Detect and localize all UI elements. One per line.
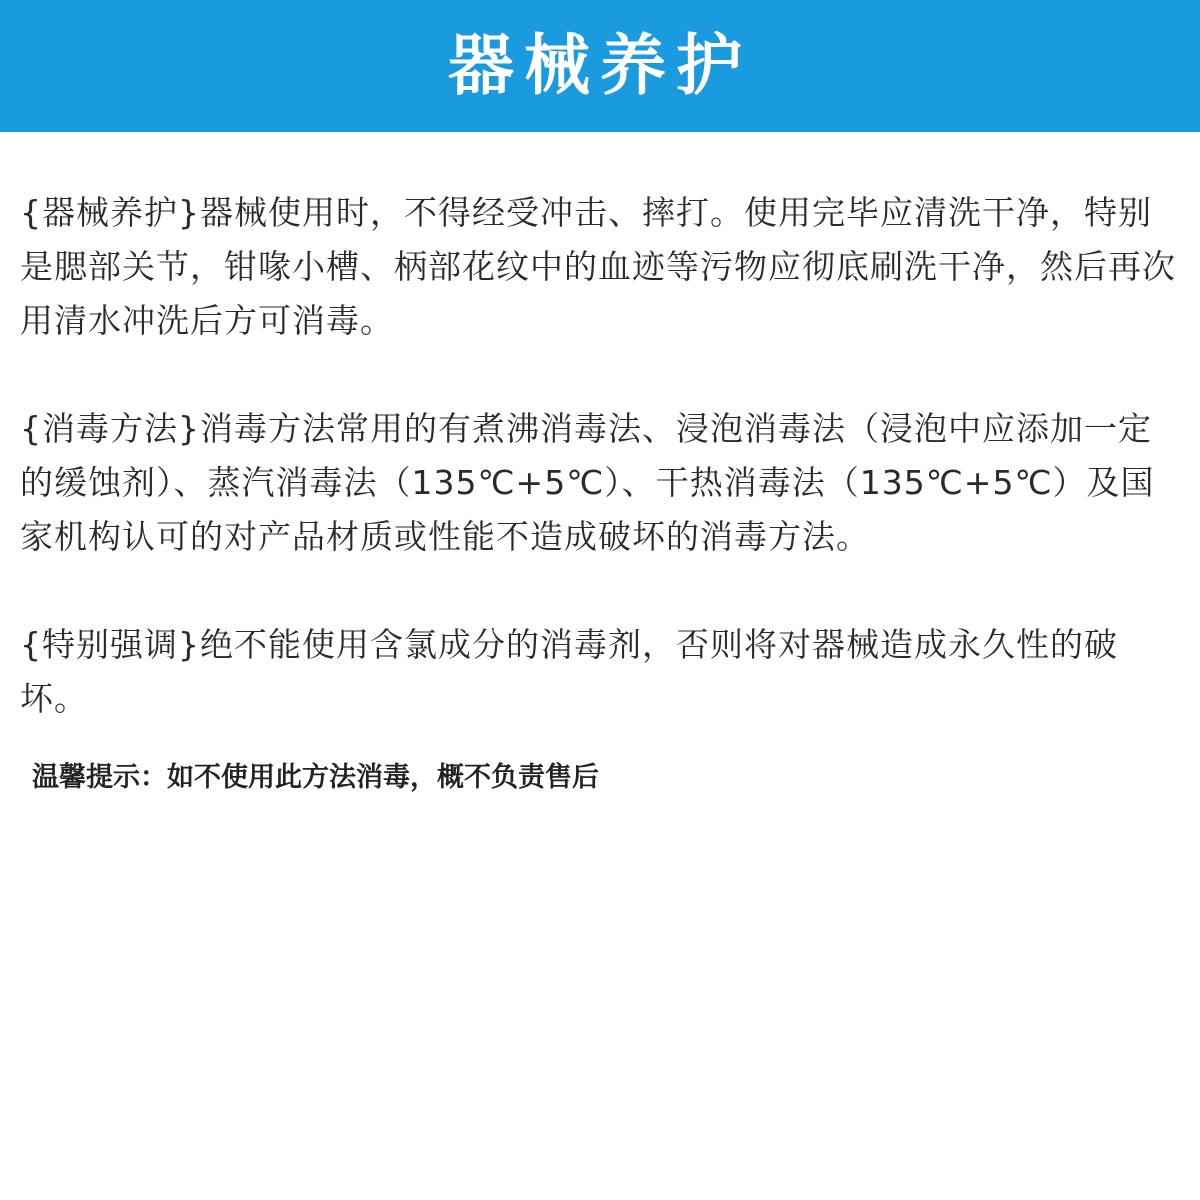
care-instructions bbox=[20, 186, 1180, 726]
title-banner bbox=[0, 0, 1200, 132]
warm-tip: 温馨提示：如不使用此方法消毒，概不负责售后 bbox=[32, 762, 599, 793]
section-disinfection-methods: {消毒方法}消毒方法常用的有煮沸消毒法、浸泡消毒法（浸泡中应添加一定的缓蚀剂）、蒸汽消毒法（135℃+5℃）、干热消毒法（135℃+5℃）及国家机构认可的对产品材质或性能不造成破坏的消毒方法。 bbox=[20, 409, 1155, 556]
section-maintenance: {器械养护}器械使用时，不得经受冲击、摔打。使用完毕应清洗干净，特别是腮部关节，钳喙小槽、柄部花纹中的血迹等污物应彻底刷洗干净，然后再次用清水冲洗后方可消毒。 bbox=[20, 193, 1176, 340]
section-special-emphasis: {特别强调}绝不能使用含氯成分的消毒剂，否则将对器械造成永久性的破坏。 bbox=[20, 625, 1118, 718]
page-title: 器械养护 bbox=[448, 27, 752, 104]
